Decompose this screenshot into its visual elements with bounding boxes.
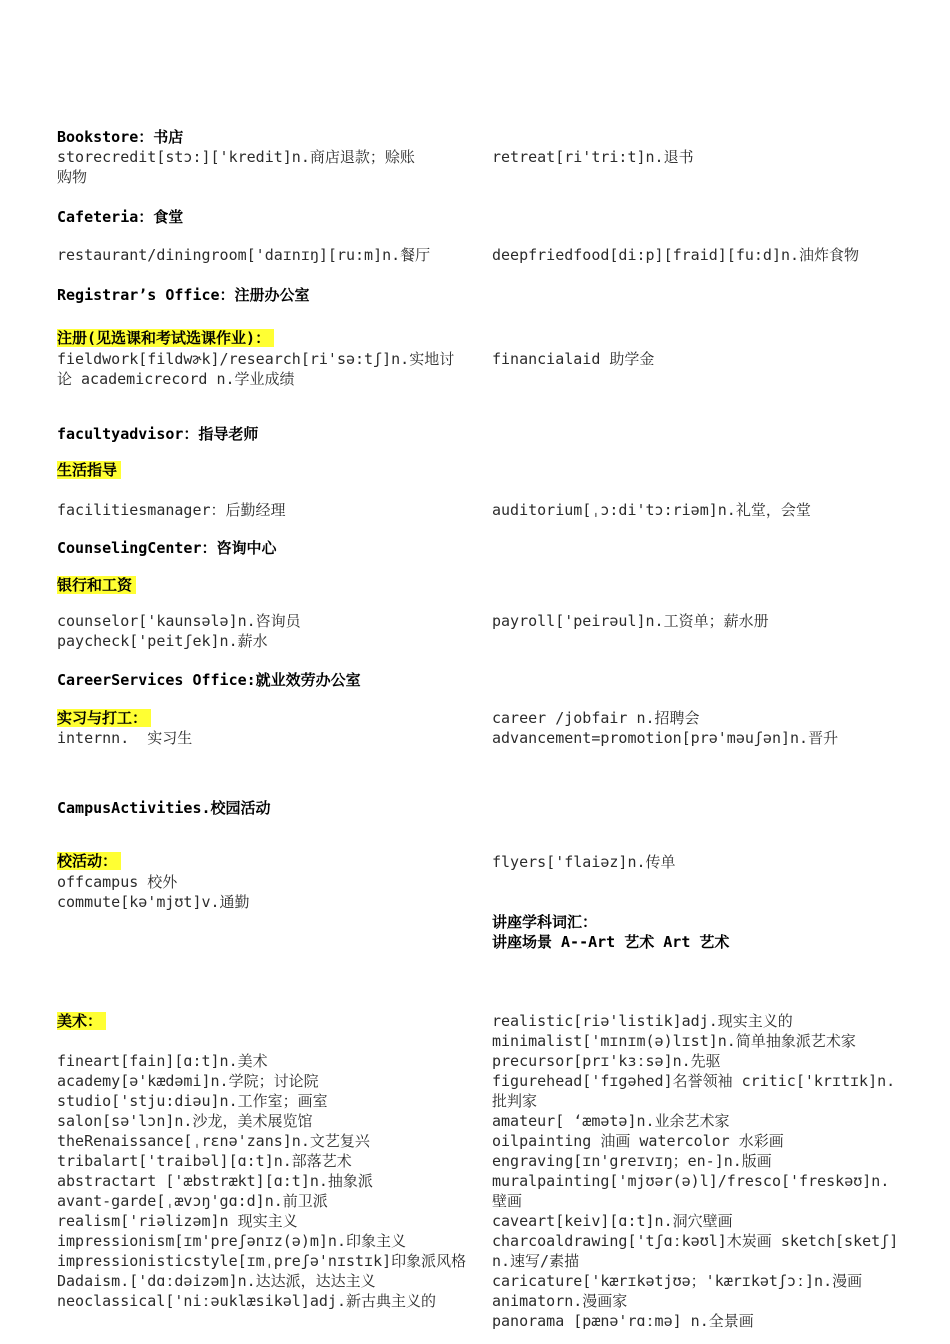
vocab-entry: storecredit[stɔ:]['kredit]n.商店退款；赊账购物: [57, 148, 415, 186]
vocab-entry: animatorn.漫画家: [492, 1292, 628, 1310]
registrar-highlight-wrap: [57, 328, 457, 348]
vocab-entry: payroll['peirəul]n.工资单；薪水册: [492, 612, 769, 630]
vocab-entry: fineart[fain][ɑ:t]n.美术: [57, 1052, 268, 1070]
vocab-entry: avant-garde[ˌævɔŋ'gɑ:d]n.前卫派: [57, 1192, 328, 1210]
vocab-entry: engraving[ɪn'greɪvɪŋ；en-]n.版画: [492, 1152, 772, 1170]
vocab-entry: studio['stju:diəu]n.工作室；画室: [57, 1092, 328, 1110]
vocab-entry: charcoaldrawing['tʃɑːkəʊl]木炭画 sketch[sketʃ]n.速写/素描: [492, 1232, 899, 1270]
counseling-right-list: [492, 611, 902, 631]
campus-highlight-wrap: [57, 851, 457, 871]
career-right-list: [492, 708, 902, 748]
vocab-entry: offcampus 校外: [57, 873, 178, 891]
vocab-entry: impressionisticstyle[ɪmˌpreʃə'nɪstɪk]印象派风格: [57, 1252, 467, 1270]
career-left-list: [57, 728, 457, 748]
vocab-entry: auditorium[ˌɔ:di'tɔ:riəm]n.礼堂，会堂: [492, 501, 811, 519]
faculty-advisor-heading: facultyadvisor：指导老师: [57, 425, 259, 443]
vocab-entry: oilpainting 油画 watercolor 水彩画: [492, 1132, 784, 1150]
section-title-bookstore: Bookstore：书店: [57, 128, 184, 146]
section-title-counseling: CounselingCenter：咨询中心: [57, 539, 277, 557]
vocab-entry: salon[sə'lɔn]n.沙龙，美术展览馆: [57, 1112, 313, 1130]
highlight-label-campus: 校活动：: [57, 852, 121, 870]
life-highlight-wrap: [57, 460, 457, 480]
highlight-label-registration: 注册(见选课和考试选课作业)：: [57, 329, 274, 347]
vocab-entry: amateur[ ‘æmətə]n.业余艺术家: [492, 1112, 730, 1130]
section-title-campus: CampusActivities.校园活动: [57, 799, 271, 817]
vocab-entry: retreat[ri'tri:t]n.退书: [492, 148, 694, 166]
vocab-entry: flyers['flaiəz]n.传单: [492, 853, 676, 871]
vocab-entry: realism['riəlizəm]n 现实主义: [57, 1212, 298, 1230]
registrar-left-list: [57, 349, 457, 389]
vocab-entry: restaurant/diningroom['daɪnɪŋ][ru:m]n.餐厅: [57, 246, 431, 264]
campus-right-list: [492, 852, 902, 872]
registrar-right-list: [492, 349, 902, 369]
vocab-entry: panorama [pænə'rɑːmə] n.全景画: [492, 1312, 754, 1330]
art-right-list: [492, 1011, 904, 1331]
art-highlight-wrap: [57, 1011, 457, 1031]
vocab-entry: paycheck['peitʃek]n.薪水: [57, 632, 268, 650]
bookstore-right-list: [492, 147, 902, 167]
vocab-entry: internn. 实习生: [57, 729, 193, 747]
vocab-entry: precursor[prɪ'kɜːsə]n.先驱: [492, 1052, 721, 1070]
vocab-entry: advancement=promotion[prə'məuʃən]n.晋升: [492, 729, 839, 747]
vocab-entry: muralpainting['mjʊər(ə)l]/fresco['freskəʊ]n.壁画: [492, 1172, 890, 1210]
vocab-entry: tribalart['traibəl][ɑ:t]n.部落艺术: [57, 1152, 352, 1170]
vocab-entry: financialaid 助学金: [492, 350, 655, 368]
lecture-heading-line: 讲座场景 A--Art 艺术 Art 艺术: [492, 933, 730, 951]
section-title-career: CareerServices Office:就业效劳办公室: [57, 671, 361, 689]
vocab-entry: Dadaism.['dɑːdəizəm]n.达达派，达达主义: [57, 1272, 376, 1290]
vocab-entry: facilitiesmanager：后勤经理: [57, 501, 286, 519]
vocab-entry: realistic[riə'listik]adj.现实主义的: [492, 1012, 793, 1030]
vocab-entry: caveart[keiv][ɑ:t]n.洞穴壁画: [492, 1212, 733, 1230]
vocab-entry: fieldwork[fildwɚk]/research[ri'sə:tʃ]n.实地讨论 academicrecord n.学业成绩: [57, 350, 455, 388]
highlight-label-internship: 实习与打工：: [57, 709, 151, 727]
vocab-entry: abstractart ['æbstrækt][ɑ:t]n.抽象派: [57, 1172, 373, 1190]
cafeteria-left-list: [57, 245, 477, 265]
highlight-label-art: 美术：: [57, 1012, 106, 1030]
vocab-entry: counselor['kaunsələ]n.咨询员: [57, 612, 301, 630]
bookstore-left-list: [57, 147, 417, 187]
bank-highlight-wrap: [57, 575, 457, 595]
vocab-entry: caricature['kærɪkətjʊə；'kærɪkətʃɔː]n.漫画: [492, 1272, 863, 1290]
vocab-entry: commute[kə'mjʊt]v.通勤: [57, 893, 250, 911]
life-left-list: [57, 500, 457, 520]
section-title-cafeteria: Cafeteria：食堂: [57, 208, 184, 226]
lecture-heading-line: 讲座学科词汇：: [492, 913, 598, 931]
highlight-label-life: 生活指导: [57, 461, 121, 479]
section-title-registrar: Registrar’s Office：注册办公室: [57, 286, 310, 304]
vocab-entry: impressionism[ɪm'preʃənɪz(ə)m]n.印象主义: [57, 1232, 406, 1250]
cafeteria-right-list: [492, 245, 902, 265]
vocab-entry: theRenaissance[ˌrɛnə'zans]n.文艺复兴: [57, 1132, 370, 1150]
vocab-entry: deepfriedfood[di:p][fraid][fu:d]n.油炸食物: [492, 246, 860, 264]
counseling-left-list: [57, 611, 457, 651]
art-left-list: [57, 1051, 482, 1311]
campus-left-list: [57, 872, 457, 912]
vocab-entry: career /jobfair n.招聘会: [492, 709, 700, 727]
vocab-entry: figurehead['fɪgəhed]名誉领袖 critic['krɪtɪk]n.批判家: [492, 1072, 896, 1110]
highlight-label-bank: 银行和工资: [57, 576, 136, 594]
lecture-heading: [492, 912, 902, 952]
life-right-list: [492, 500, 902, 520]
vocab-entry: neoclassical['niːəuklæsikəl]adj.新古典主义的: [57, 1292, 436, 1310]
internship-highlight-wrap: [57, 708, 457, 728]
vocab-entry: academy[ə'kædəmi]n.学院；讨论院: [57, 1072, 319, 1090]
vocab-entry: minimalist['mɪnɪm(ə)lɪst]n.简单抽象派艺术家: [492, 1032, 856, 1050]
